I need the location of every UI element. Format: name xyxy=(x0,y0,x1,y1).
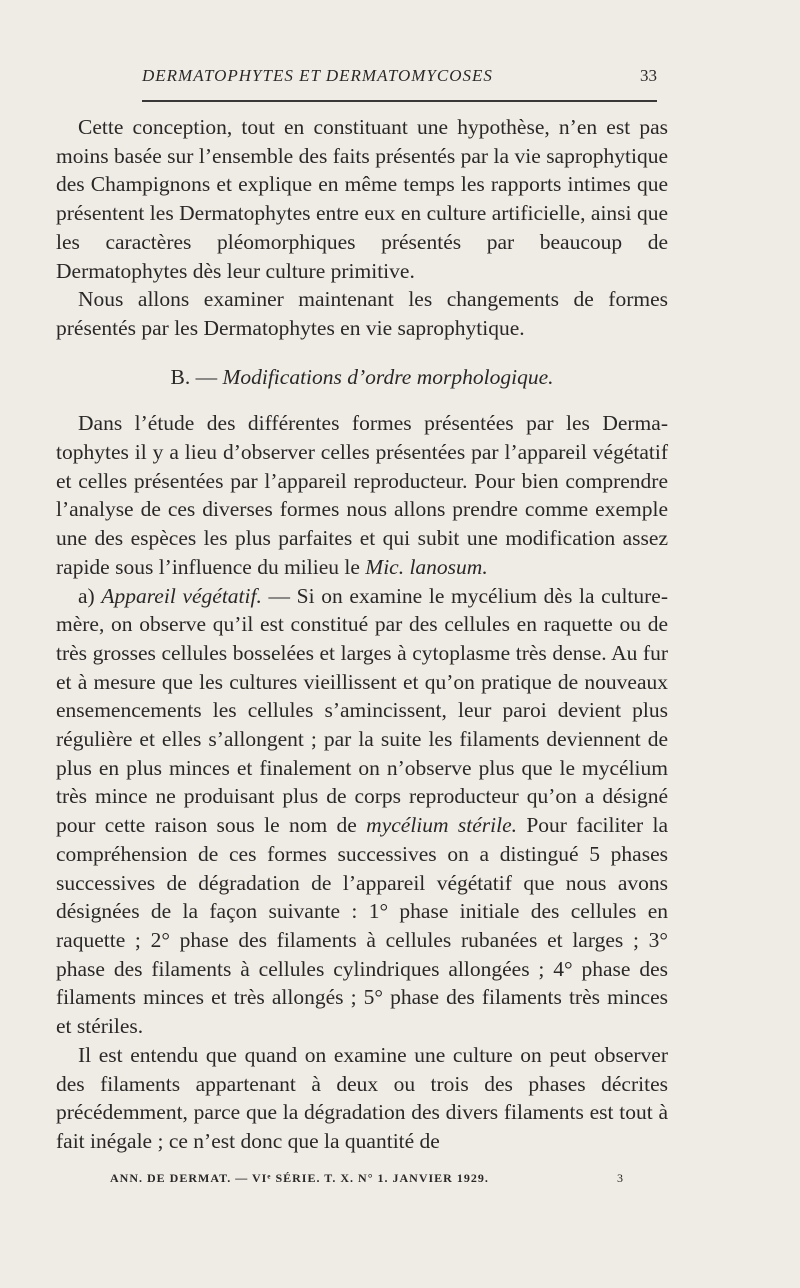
section-title: Modifications d’ordre morphologique. xyxy=(222,364,554,389)
page-number: 33 xyxy=(640,66,657,85)
section-heading xyxy=(56,363,668,392)
footer xyxy=(110,1171,630,1186)
signature-mark: 3 xyxy=(617,1171,624,1185)
running-head xyxy=(142,66,657,86)
paragraph-4 xyxy=(56,582,668,1041)
running-title: DERMATOPHYTES ET DERMATOMYCOSES xyxy=(142,66,493,85)
species-name: Mic. lanosum. xyxy=(365,554,488,579)
italic-term: mycélium stérile. xyxy=(366,813,518,838)
paragraph-3-text: Dans l’étude des différentes formes présentées par les Dermatophytes il y a lieu d’observer celles présentées par l’appareil végétatif et celles présentées par l’appareil reproducteur. Pour bien comprendre l’analyse de ces diverses formes nous allons prendre comme exemple une des espèces les plus parfaites et qui subit une modification assez rapide sous l’influence du milieu le xyxy=(56,411,668,579)
paragraph-4-text-a: — Si on examine le mycélium dès la culture-mère, on observe qu’il est constitué par des cellules en raquette ou de très grosses cellules bosselées et larges à cytoplasme très dense. Au fur et à mesure que les cultures vieillissent et qu’on pratique de nouveaux ensemencements les cellules s’amincissent, leur paroi devient plus régulière et elles s’allongent ; par la suite les filaments deviennent de plus en plus minces et finalement on n’observe plus que le mycélium très mince ne produisant plus de corps reproducteur qu’on a désigné pour cette raison sous le nom de xyxy=(56,583,669,838)
section-letter: B. — xyxy=(170,364,223,389)
subsection-label: a) xyxy=(78,583,102,608)
paragraph-1: Cette conception, tout en constituant une hypothèse, n’en est pas moins basée sur l’ensemble des faits présentés par la vie saprophytique des Champignons et explique en même temps les rapports intimes que présentent les Dermatophytes entre eux en culture artificielle, ainsi que les caractères pléomorphiques présentés par beaucoup de Dermatophytes dès leur culture primitive. xyxy=(56,115,668,283)
paragraph-2: Nous allons examiner maintenant les changements de formes présentés par les Dermatophytes en vie saprophytique. xyxy=(56,287,668,340)
header-rule xyxy=(142,100,657,102)
paragraph-5: Il est entendu que quand on examine une culture on peut observer des filaments appartenant à deux ou trois des phases décrites précédemment, parce que la dégradation des divers filaments est tout à fait inégale ; ce n’est donc que la quantité de xyxy=(56,1042,668,1153)
paragraph-3 xyxy=(56,409,668,581)
paragraph-4-text-b: Pour faciliter la compréhension de ces formes successives on a distingué 5 phases successives de dégradation de l’appareil végétatif que nous avons désignées de la façon suivante : 1° phase initiale des cellules en raquette ; 2° phase des filaments à cellules rubanées et larges ; 3° phase des filaments à cellules cylindriques allongées ; 4° phase des filaments minces et très allongés ; 5° phase des filaments très minces et stériles. xyxy=(56,813,669,1039)
body-text xyxy=(56,113,668,1156)
subsection-title: Appareil végétatif. xyxy=(101,583,262,608)
footer-citation: ANN. DE DERMAT. — VIᵉ SÉRIE. T. X. N° 1. JANVIER 1929. xyxy=(110,1171,489,1185)
